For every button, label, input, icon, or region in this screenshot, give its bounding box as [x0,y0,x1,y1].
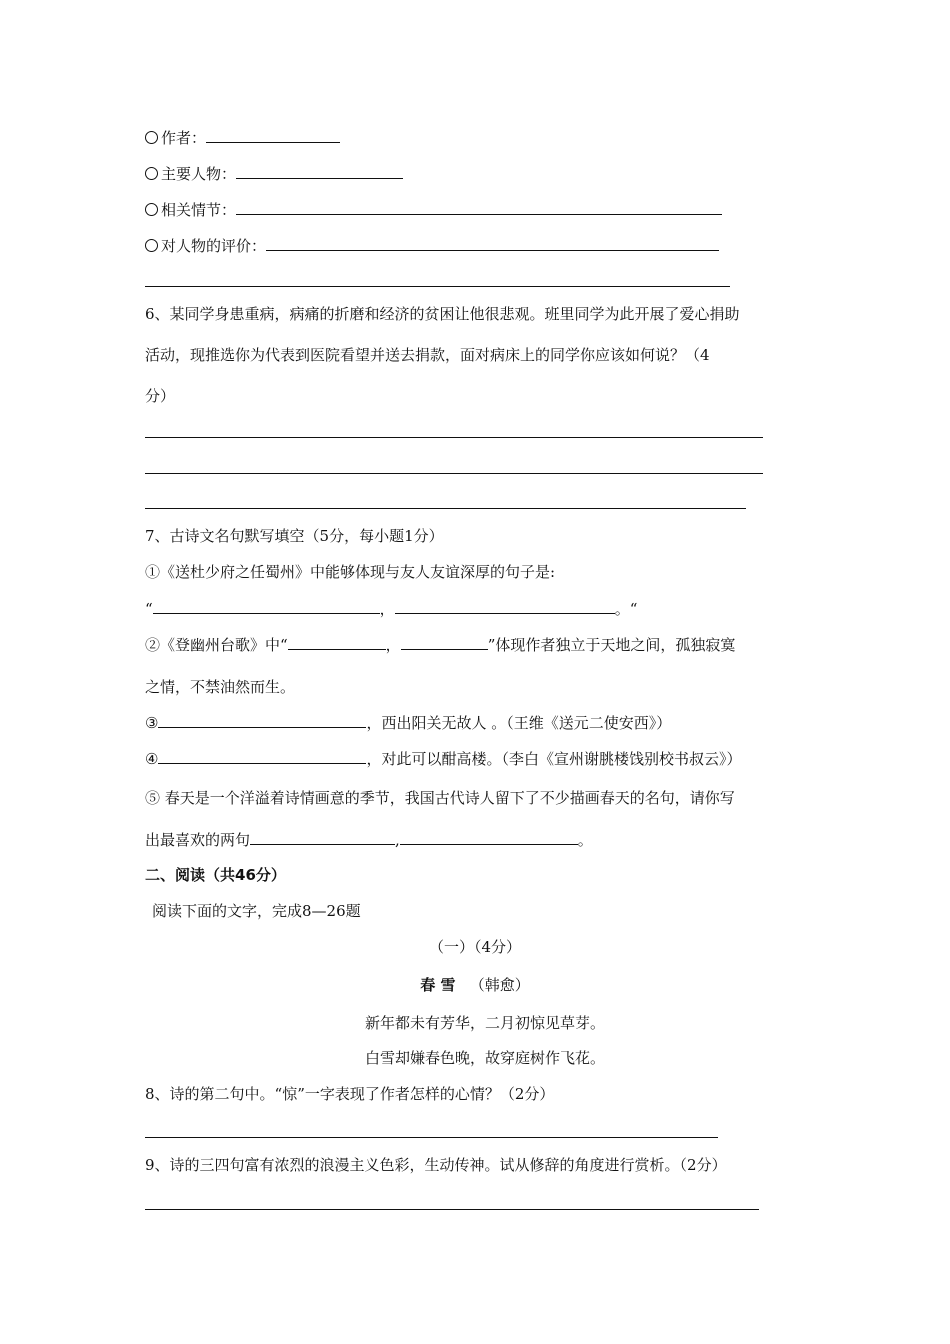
q7-item5-row [145,829,593,850]
circle-bullet-icon [145,167,158,180]
plot-row [145,199,722,220]
q7-item1-blank-2[interactable] [395,598,615,614]
q9-text: 9、诗的三四句富有浓烈的浪漫主义色彩，生动传神。试从修辞的角度进行赏析。（2分） [145,1156,727,1174]
q7-title: 7、古诗文名句默写填空（5分，每小题1分） [145,527,444,545]
q7-item2-row [145,634,735,655]
q7-item5-comma: , [395,831,400,849]
poem-line-1: 新年都未有芳华，二月初惊见草芽。 [364,1014,605,1032]
q7-item4-suffix: ，对此可以酣高楼。（李白《宣州谢朓楼饯别校书叔云》） [366,750,742,768]
q7-item2-comma: ， [385,636,401,654]
q7-item1-comma: ， [379,600,395,618]
q7-item5-prefix: 出最喜欢的两句 [145,831,251,849]
q6-answer-line-3[interactable] [145,508,746,509]
poem-author: （韩愈） [469,976,530,994]
evaluation-label: 对人物的评价： [161,237,267,255]
q9-answer-line[interactable] [145,1209,759,1210]
q6-answer-line-2[interactable] [145,473,763,474]
circle-bullet-icon [145,203,158,216]
main-characters-row [145,163,403,184]
poem-line-2: 白雪却嫌春色晚，故穿庭树作飞花。 [364,1049,605,1067]
q7-item4-blank[interactable] [158,748,366,764]
q7-item1-fill-row [145,598,637,619]
q6-answer-line-1[interactable] [145,437,763,438]
plot-blank[interactable] [236,199,722,215]
q6-line1: 6、某同学身患重病，病痛的折磨和经济的贫困让他很悲观。班里同学为此开展了爱心捐助 [145,305,740,323]
q7-item1-blank-1[interactable] [153,598,380,614]
reading-instruction: 阅读下面的文字，完成8—26题 [152,902,361,920]
author-row [145,127,340,148]
evaluation-blank[interactable] [266,235,719,251]
q7-item1-end: 。“ [614,600,638,618]
q7-item1: ①《送杜少府之任蜀州》中能够体现与友人友谊深厚的句子是: [145,563,556,581]
q7-item5-blank-2[interactable] [400,829,578,845]
q7-item5-blank-1[interactable] [250,829,395,845]
q7-item4-row [145,748,741,769]
q8-text: 8、诗的第二句中。“惊”一字表现了作者怎样的心情？（2分） [145,1085,555,1103]
q7-item3-blank[interactable] [158,712,366,728]
q7-item2-blank-1[interactable] [288,634,386,650]
poem-title-row [0,975,950,995]
plot-label: 相关情节： [161,201,237,219]
q7-item3-prefix: ③ [145,714,159,732]
evaluation-row [145,235,719,256]
circle-bullet-icon [145,239,158,252]
evaluation-answer-line[interactable] [145,286,730,287]
q6-line2: 活动，现推选你为代表到医院看望并送去捐款，面对病床上的同学你应该如何说？（4 [145,346,710,364]
reading-part-label: （一）（4分） [428,938,522,956]
q7-item2-prefix: ②《登幽州台歌》中“ [145,636,288,654]
q7-item3-row [145,712,671,733]
q6-line3: 分） [145,387,176,405]
q7-item2-blank-2[interactable] [401,634,488,650]
q7-item5-line1: ⑤ 春天是一个洋溢着诗情画意的季节，我国古代诗人留下了不少描画春天的名句，请你写 [145,789,735,807]
author-blank[interactable] [206,127,340,143]
q8-answer-line[interactable] [145,1137,718,1138]
main-characters-blank[interactable] [236,163,403,179]
author-label: 作者： [161,129,207,147]
q7-item2-suffix: ”体现作者独立于天地之间，孤独寂寞 [487,636,736,654]
main-characters-label: 主要人物： [161,165,237,183]
poem-title: 春 雪 [420,976,456,994]
circle-bullet-icon [145,131,158,144]
q7-item5-end: 。 [577,831,593,849]
q7-item1-open-quote: “ [145,600,153,618]
q7-item3-suffix: ，西出阳关无故人 。（王维《送元二使安西》） [366,714,672,732]
reading-heading: 二、阅读（共46分） [145,866,286,884]
q7-item4-prefix: ④ [145,750,159,768]
q7-item2-continuation: 之情，不禁油然而生。 [145,678,296,696]
